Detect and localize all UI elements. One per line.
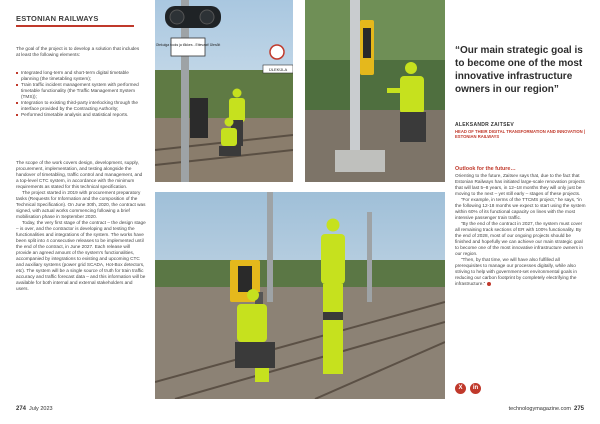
station-sign: ÜLEKÜLA <box>268 67 288 72</box>
pull-quote: “Our main strategic goal is to become one of the most innovative infrastructure owners in our region” <box>455 45 583 95</box>
paragraph: “Then, by that time, we will have also fulfilled all prerequisites to manage our processes digitally, while also striving to help with government-set environmental goals in reducing our carbon footprint by completely electrifying the infrastructure.” <box>455 257 577 286</box>
page-number: 274 <box>16 406 27 412</box>
paragraph: Today, the very first stage of the contract – the design stage – is over, and the contractor is developing and testing the functionalities and integrations of the system. The works have been split into 4 consecutive releases to be implemented until the end of the contract, in June 2027. Each release will provide an agreed amount of the system's functionalities, accompanied by integrations to existing and upcoming CTC and auxiliary systems (power grid SCADA, Hot-Box detectors, etc). The system will be a single source of truth for train traffic accuracy and traffic forecast data – and this information will be available for both internal and external stakeholders and users. <box>16 220 146 291</box>
list-item: Integrated long-term and short-term digital timetable planning (the timetabling system); <box>16 70 144 82</box>
footer-right <box>509 406 584 412</box>
intro-text: The goal of the project is to develop a solution that includes at least the following elements: <box>16 46 140 57</box>
paragraph: The scope of the work covers design, development, supply, procurement, implementation, and testing alongside the handover of timetabling, traffic control and management, and a top-level CTC system, in accordance with the minimum requirements as stated for this technical specification. <box>16 160 143 189</box>
linkedin-share-icon[interactable]: in <box>470 383 481 394</box>
list-item: Integration to existing third-party interlocking through the interface provided by the Contracting Authority; <box>16 100 144 112</box>
paragraph: Orienting to the future, Zaitsev says that, due to the fact that Estonian Railways has initiated large-scale renovation projects that will last 5–8 years, in 12–18 months they will only just be moving to the next – yet still early – stages of these projects. <box>455 173 585 196</box>
sign-text: Olekulga tooks ja tõkkes - Ettevaat! Ülesõit <box>155 43 221 47</box>
footer-left <box>16 406 53 412</box>
page-number: 275 <box>573 406 584 412</box>
author-title: HEAD OF THEIR DIGITAL TRANSFORMATION AND INNOVATION | ESTONIAN RAILWAYS <box>455 129 585 140</box>
outlook-text <box>455 173 587 287</box>
photo-signal-workers <box>155 0 293 182</box>
x-share-icon[interactable]: X <box>455 383 466 394</box>
section-underline <box>16 25 134 27</box>
site-link[interactable]: technologymagazine.com <box>508 406 571 412</box>
section-label: ESTONIAN RAILWAYS <box>16 14 99 23</box>
list-item: Train traffic incident management system with performed timetable functionality (the Traffic Management System (TMS)); <box>16 82 144 100</box>
paragraph: The project started in 2019 with procurement preparatory tasks (Requests for Information and the composition of the Technical Specification). On June 30th, 2020, the contract was signed, with actual works commencing following a brief mobilisation phase in September 2020. <box>16 190 146 219</box>
photo-device-worker <box>305 0 445 182</box>
goals-list <box>16 70 144 118</box>
worker-figure <box>321 219 345 375</box>
paragraph: “By the end of the contract in 2027, the system must cover all remaining track sections of ER with 100% functionality. By the end of 2028, most of our ongoing projects should be finished and hopefully we can achieve our main strategic goal to become one of the most innovative infrastructure owners in our region. <box>455 221 583 256</box>
paragraph: “For example, in terms of the TTCMS project,” he says, “in the following 12-18 months we expect to start using the system within 60% of its functional capacity on lines with the most intensive passenger train traffic. <box>455 197 586 220</box>
outlook-heading: Outlook for the future… <box>455 166 516 172</box>
end-mark-icon <box>487 282 491 286</box>
quote-author: ALEKSANDR ZAITSEV <box>455 122 514 128</box>
issue-date: July 2023 <box>29 406 53 412</box>
photo-trackside-workers <box>155 192 445 399</box>
body-text <box>16 160 146 292</box>
list-item: Performed timetable analysis and statistical reports. <box>16 112 144 118</box>
